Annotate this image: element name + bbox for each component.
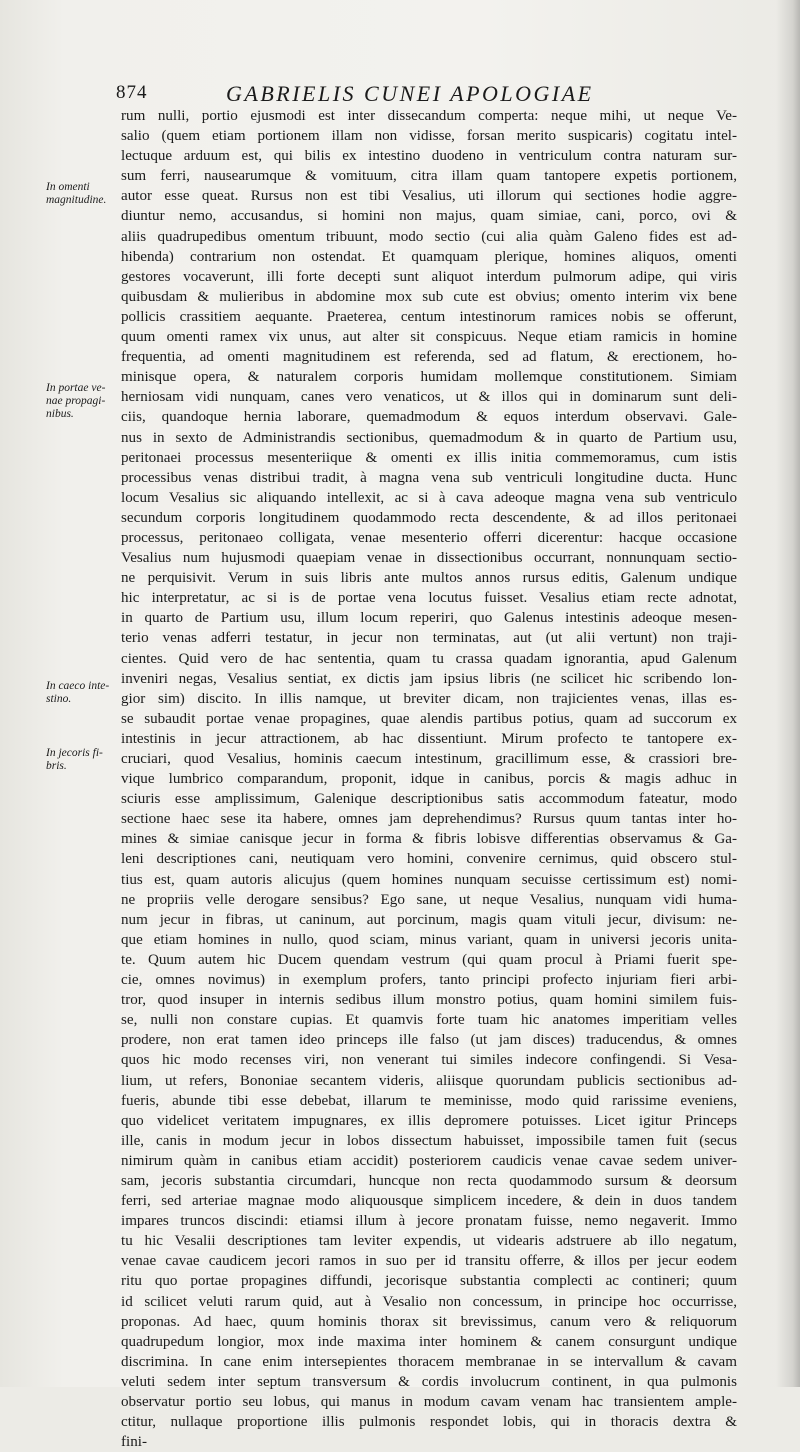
- margin-note: [46, 181, 120, 207]
- text-line: diuntur nemo, accusandus, si homini non majus, quam simiae, cani, porco, ovi &: [121, 208, 737, 225]
- text-line: salio (quem etiam portionem illam non vidisse, forsan merito suspicaris) cogitatu intel-: [121, 128, 737, 145]
- text-line: ciis, quandoque hernia laborare, quemadmodum & equos interdum observavi. Gale-: [121, 409, 737, 426]
- text-line: lectuque arduum est, qui bilis ex intestino duodeno in ventriculum contra naturam sur-: [121, 148, 737, 165]
- text-line: ritu quo portae propagines diffundi, jecorisque substantia complecti ac contineri; quum: [121, 1273, 737, 1290]
- text-line: discrimina. In cane enim intersepientes thoracem membranae in se intervallum & cavam: [121, 1353, 737, 1370]
- text-line: sectione haec sese ita habere, omnes jam deprehendimus? Rursus quum tantas inter ho-: [121, 811, 737, 828]
- margin-note: [46, 747, 120, 773]
- margin-note: [46, 382, 120, 421]
- text-line: vique lumbrico comparandum, proponit, idque in canibus, porcis & magis adhuc in: [121, 771, 737, 788]
- margin-note-line: nibus.: [46, 408, 74, 420]
- text-line: leni descriptiones cani, neutiquam vero homini, convenire cernimus, quid obscero stul-: [121, 851, 737, 868]
- text-line: cie, omnes novimus) in exemplum profers, tanto principi profecto injuriam fieri arbi-: [121, 972, 737, 989]
- text-line: se, nulli non constare cupias. Et quamvis forte tuam hic anatomes imperitiam velles: [121, 1012, 737, 1029]
- text-line: ferri, sed arteriae magnae modo aliquousque simplicem incedere, & dein in duos tandem: [121, 1193, 737, 1210]
- text-line: lium, ut refers, Bononiae secantem videris, aliisque quorundam publicis sectionibus ad-: [121, 1072, 737, 1089]
- text-line: ne propriis velle derogare sensibus? Ego sane, ut neque Vesalius, nunquam vidi huma-: [121, 891, 737, 908]
- text-line: gior sim) discito. In illis namque, ut breviter dicam, non trajicientes venas, illas es-: [121, 690, 737, 707]
- running-head: GABRIELIS CUNEI APOLOGIAE: [226, 81, 594, 106]
- text-line: autor esse queat. Rursus non est tibi Vesalius, uti illorum qui sectiones hodie aggre-: [121, 188, 737, 205]
- text-line: cientes. Quid vero de hac sententia, quam tu crassa quadam ignorantia, apud Galenum: [121, 650, 737, 667]
- text-line: ctitur, nullaque proportione illis pulmonis respondet lobis, qui in thoracis dextra &: [121, 1414, 737, 1431]
- text-line: frequentia, ad omenti magnitudinem est referenda, sed ad flatum, & erectionem, ho-: [121, 349, 737, 366]
- margin-note-line: bris.: [46, 760, 67, 772]
- margin-note-line: nae propagi-: [46, 395, 106, 407]
- text-line: sciuris esse amplissimum, Galenique descriptionibus satis accommodum fateatur, modo: [121, 791, 737, 808]
- text-line: sum ferri, nausearumque & vomituum, citra illam quam tantopere expetis portionem,: [121, 168, 737, 185]
- margin-note-line: In caeco inte-: [46, 680, 110, 692]
- body-text: [121, 106, 737, 1452]
- text-line: peritonaei processus mesenteriique & omenti ex illis initia commemoramus, cum istis: [121, 449, 737, 466]
- text-line: terio venas adferri testatur, in jecur non terminatas, aut (ut alii vertunt) non traji-: [121, 630, 737, 647]
- text-line: prodere, non erat tamen ideo princeps ille falso (ut jam disces) traducendus, & omnes: [121, 1032, 737, 1049]
- text-line: minisque opera, & naturalem corporis humidam mollemque constitutionem. Simiam: [121, 369, 737, 386]
- text-line: sam, jecoris substantia circumdari, huncque non recta quodammodo sursum & deorsum: [121, 1172, 737, 1189]
- text-line: nus in sexto de Administrandis sectionibus, quemadmodum & in quarto de Partium usu,: [121, 429, 737, 446]
- text-line: mines & simiae canisque jecur in forma & fibris lobisve differentias observamus & Ga-: [121, 831, 737, 848]
- page-gutter-shadow: [776, 0, 800, 1387]
- text-line: venae cavae caudicem jecori ramos in suo per id transitu offerre, & illos per jecur eodem: [121, 1253, 737, 1270]
- text-line: tu hic Vesalii descriptiones tam leviter expendis, ut videaris adstruere ab illo negatum,: [121, 1233, 737, 1250]
- text-line: hic interpretatur, ac si is de portae vena locutus fuisset. Vesalius etiam recte adnotat,: [121, 590, 737, 607]
- margin-note-line: magnitudine.: [46, 194, 107, 206]
- text-line: rum nulli, portio ejusmodi est inter dissecandum comperta: neque mihi, ut neque Ve-: [121, 108, 737, 124]
- text-line: se subaudit portae venae propagines, quae alendis partibus potius, quam ad succorum ex: [121, 710, 737, 727]
- text-line: quo videlicet veritatem impugnares, ex illis depromere potuisses. Licet igitur Princeps: [121, 1112, 737, 1129]
- text-line: observatur portio seu lobus, qui manus in modum cavam venam hac transientem ample-: [121, 1394, 737, 1410]
- text-line: pollicis crassitiem aequante. Praeterea, centum intestinorum ramices nobis se offerunt,: [121, 308, 737, 325]
- text-line: tror, quod insuper in internis sedibus illum monstro potius, quam homini similem fuis-: [121, 992, 737, 1009]
- text-line: locum Vesalius sic aliquando intellexit, ac si à cava adeoque magna vena sub ventriculo: [121, 489, 737, 506]
- text-line: aliis quadrupedibus omentum tribuunt, modo sectio (cui alia quàm Galeno fides est ad-: [121, 228, 737, 245]
- text-line: processus, peritonaeo colligata, venae mesenterio offerri dicerentur: hacque occasione: [121, 529, 737, 546]
- margin-note: [46, 680, 120, 706]
- text-line: quadrupedum longior, mox inde maxima inter hominem & canem consurgunt undique: [121, 1333, 737, 1350]
- text-line: intestinis in jecur attractionem, ab hac dissentiunt. Mirum profecto te tantopere ex-: [121, 730, 737, 747]
- margin-note-line: In omenti: [46, 181, 90, 193]
- text-line: quum omenti ramex vix unus, aut alter sit conspicuus. Neque etiam ramicis in homine: [121, 329, 737, 346]
- page-number: 874: [116, 82, 148, 103]
- text-line: cruciari, quod Vesalius, hominis caecum intestinum, gracillimum esse, & crassiori bre-: [121, 751, 737, 767]
- text-line: gestores vocaverunt, illi forte decepti sunt aliquot interdum pulmorum adipe, qui viris: [121, 268, 737, 285]
- text-line: id scilicet veluti rarum quid, aut à Vesalio non concessum, in principe hoc occurrisse,: [121, 1293, 737, 1310]
- text-line: herniosam vidi nunquam, canes vero venaticos, ut & illos qui in dominarum sunt deli-: [121, 389, 737, 406]
- text-line: in quarto de Partium usu, illum locum reperiri, quo Galenus intestinis adeoque mesen-: [121, 610, 737, 627]
- text-line: veluti sedem inter septum transversum & cordis involucrum continent, in qua pulmonis: [121, 1373, 737, 1390]
- text-line: proponas. Ad haec, quum hominis thorax sit brevissimus, canum vero & reliquorum: [121, 1313, 737, 1330]
- margin-note-line: In jecoris fi-: [46, 747, 103, 759]
- text-line: tius est, quam autoris alicujus (quem homines nunquam secuisse certissimum est) nomi-: [121, 871, 737, 888]
- margin-note-line: In portae ve-: [46, 382, 106, 394]
- text-line: te. Quum autem hic Ducem quendam vestrum (qui quam procul à Priami fuerit spe-: [121, 951, 737, 968]
- text-line: hibenda) contrarium non ostendat. Et quamquam plerique, homines aliquos, omenti: [121, 248, 737, 265]
- text-line: nimirum quàm in canibus etiam accidit) posteriorem caudicis venae cavae sedem univer-: [121, 1152, 737, 1169]
- text-line: inveniri negas, Vesalius sentiat, ex dictis jam ipsius libris (ne scilicet hic scribendo lon-: [121, 670, 737, 687]
- text-line: impares truncos discindi: etiamsi illum à jecore pronatam fuisse, nemo negaverit. Immo: [121, 1213, 737, 1230]
- margin-note-line: stino.: [46, 693, 72, 705]
- text-line: ille, canis in modum jecur in lobos dissectum habuisset, impossibile tamen fuit (secus: [121, 1132, 737, 1149]
- text-line: quos hic modo recenses viri, non venerant tui similes indecore confingendi. Si Vesa-: [121, 1052, 737, 1069]
- text-line: fini-: [121, 1434, 147, 1451]
- text-line: quibusdam & mulieribus in abdomine mox sub cute est obvius; omento interim vix bene: [121, 288, 737, 305]
- text-line: fueris, abunde tibi esse debebat, illarum te meminisse, modo quid rarissime eveniens,: [121, 1092, 737, 1109]
- text-line: processibus venas distribui tradit, à magna vena sub ventriculi longitudine ducta. Hunc: [121, 469, 737, 486]
- text-line: Vesalius num hujusmodi quaepiam venae in dissectionibus occurrant, nonnunquam sectio-: [121, 550, 737, 567]
- text-line: num jecur in fibras, ut caninum, aut porcinum, magis quam vituli jecur, divisum: ne-: [121, 911, 737, 928]
- text-line: secundum corporis longitudinem quodammodo recta descendente, & ad illos peritonaei: [121, 509, 737, 526]
- text-line: ne perquisivit. Verum in suis libris ante multos annos rursus editis, Galenum undique: [121, 570, 737, 587]
- text-line: que etiam homines in nullo, quod sciam, minus variant, quam in universi jecoris unita-: [121, 931, 737, 948]
